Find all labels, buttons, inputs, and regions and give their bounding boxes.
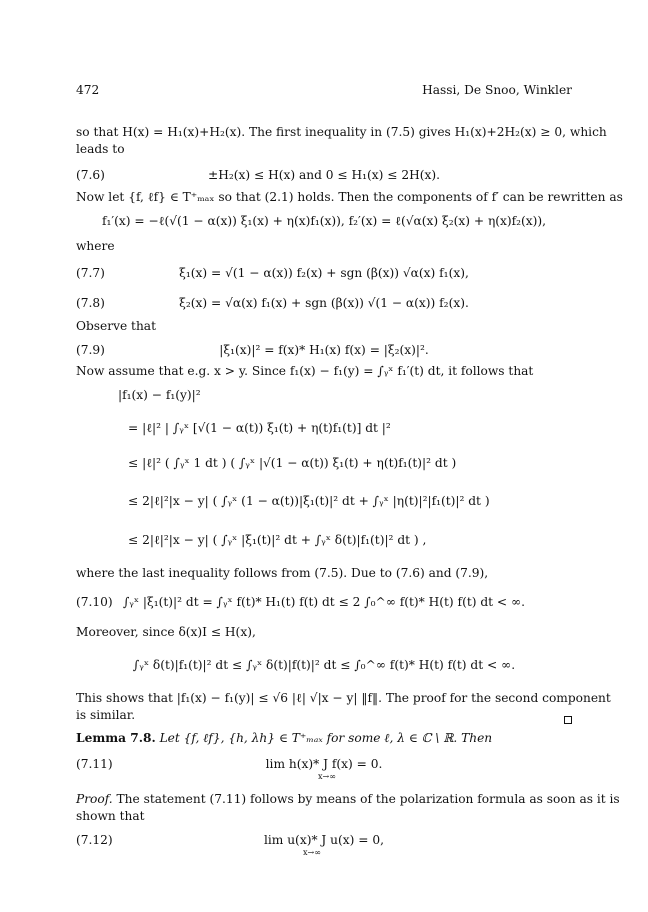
text-line: shown that <box>76 809 145 823</box>
equation-7-8: ξ₂(x) = √α(x) f₁(x) + sgn (β(x)) √(1 − α(x)) f₂(x). <box>179 296 469 310</box>
text-line: Now let {f, ℓf} ∈ T⁺ₘₐₓ so that (2.1) holds. Then the components of f′ can be rewritten as <box>76 190 623 204</box>
equation-7-12: lim u(x)* J u(x) = 0, <box>263 833 384 847</box>
equation-number: (7.8) <box>76 296 105 310</box>
lemma-statement <box>76 731 492 746</box>
equation-7-7: ξ₁(x) = √(1 − α(x)) f₂(x) + sgn (β(x)) √α(x) f₁(x), <box>179 266 469 280</box>
running-head: Hassi, De Snoo, Winkler <box>422 83 572 97</box>
equation-7-9: |ξ₁(x)|² = f(x)* H₁(x) f(x) = |ξ₂(x)|². <box>219 343 429 357</box>
text-line: so that H(x) = H₁(x)+H₂(x). The first inequality in (7.5) gives H₁(x)+2H₂(x) ≥ 0, which <box>76 125 607 139</box>
text-line: Moreover, since δ(x)I ≤ H(x), <box>76 625 256 639</box>
equation-delta-bound: ∫ᵧˣ δ(t)|f₁(t)|² dt ≤ ∫ᵧˣ δ(t)|f(t)|² dt ≤ ∫₀^∞ f(t)* H(t) f(t) dt < ∞. <box>132 658 516 672</box>
equation-number: (7.7) <box>76 266 105 280</box>
limit-subscript: x→∞ <box>303 848 321 857</box>
text-line: is similar. <box>76 708 136 722</box>
limit-subscript: x→∞ <box>318 772 336 781</box>
text-line: where the last inequality follows from (7.5). Due to (7.6) and (7.9), <box>76 566 489 580</box>
chain-line-3: ≤ 2|ℓ|²|x − y| ( ∫ᵧˣ (1 − α(t))|ξ₁(t)|² dt + ∫ᵧˣ |η(t)|²|f₁(t)|² dt ) <box>128 494 490 508</box>
equation-7-10: ∫ᵧˣ |ξ₁(t)|² dt = ∫ᵧˣ f(t)* H₁(t) f(t) dt ≤ 2 ∫₀^∞ f(t)* H(t) f(t) dt < ∞. <box>122 595 526 609</box>
proof-label: Proof. <box>76 792 113 806</box>
chain-line-0: |f₁(x) − f₁(y)|² <box>118 388 201 402</box>
proof-text: The statement (7.11) follows by means of the polarization formula as soon as it is <box>116 792 620 806</box>
equation-number: (7.6) <box>76 168 105 182</box>
page-number: 472 <box>76 83 100 97</box>
text-line: Observe that <box>76 319 156 333</box>
text-line: Now assume that e.g. x > y. Since f₁(x) − f₁(y) = ∫ᵧˣ f₁′(t) dt, it follows that <box>76 364 534 378</box>
equation-number: (7.12) <box>76 833 113 847</box>
proof-line <box>76 792 620 807</box>
text-line: leads to <box>76 142 125 156</box>
chain-line-4: ≤ 2|ℓ|²|x − y| ( ∫ᵧˣ |ξ₁(t)|² dt + ∫ᵧˣ δ(t)|f₁(t)|² dt ) , <box>128 533 427 547</box>
equation-number: (7.9) <box>76 343 105 357</box>
lemma-text: Let {f, ℓf}, {h, λh} ∈ T⁺ₘₐₓ for some ℓ, λ ∈ ℂ \ ℝ. Then <box>159 731 493 745</box>
equation-number: (7.11) <box>76 757 113 771</box>
text-line: where <box>76 239 115 253</box>
equation-7-6: ±H₂(x) ≤ H(x) and 0 ≤ H₁(x) ≤ 2H(x). <box>208 168 440 182</box>
equation-derivatives: f₁′(x) = −ℓ(√(1 − α(x)) ξ₁(x) + η(x)f₁(x)), f₂′(x) = ℓ(√α(x) ξ₂(x) + η(x)f₂(x)), <box>101 214 547 228</box>
text-line: This shows that |f₁(x) − f₁(y)| ≤ √6 |ℓ| √|x − y| ‖f‖. The proof for the second component <box>76 691 611 705</box>
qed-box-icon <box>564 716 572 724</box>
equation-7-11: lim h(x)* J f(x) = 0. <box>265 757 383 771</box>
chain-line-2: ≤ |ℓ|² ( ∫ᵧˣ 1 dt ) ( ∫ᵧˣ |√(1 − α(t)) ξ₁(t) + η(t)f₁(t)|² dt ) <box>128 456 457 470</box>
equation-number: (7.10) <box>76 595 113 609</box>
lemma-label: Lemma 7.8. <box>76 731 156 745</box>
chain-line-1: = |ℓ|² | ∫ᵧˣ [√(1 − α(t)) ξ₁(t) + η(t)f₁(t)] dt |² <box>128 421 391 435</box>
